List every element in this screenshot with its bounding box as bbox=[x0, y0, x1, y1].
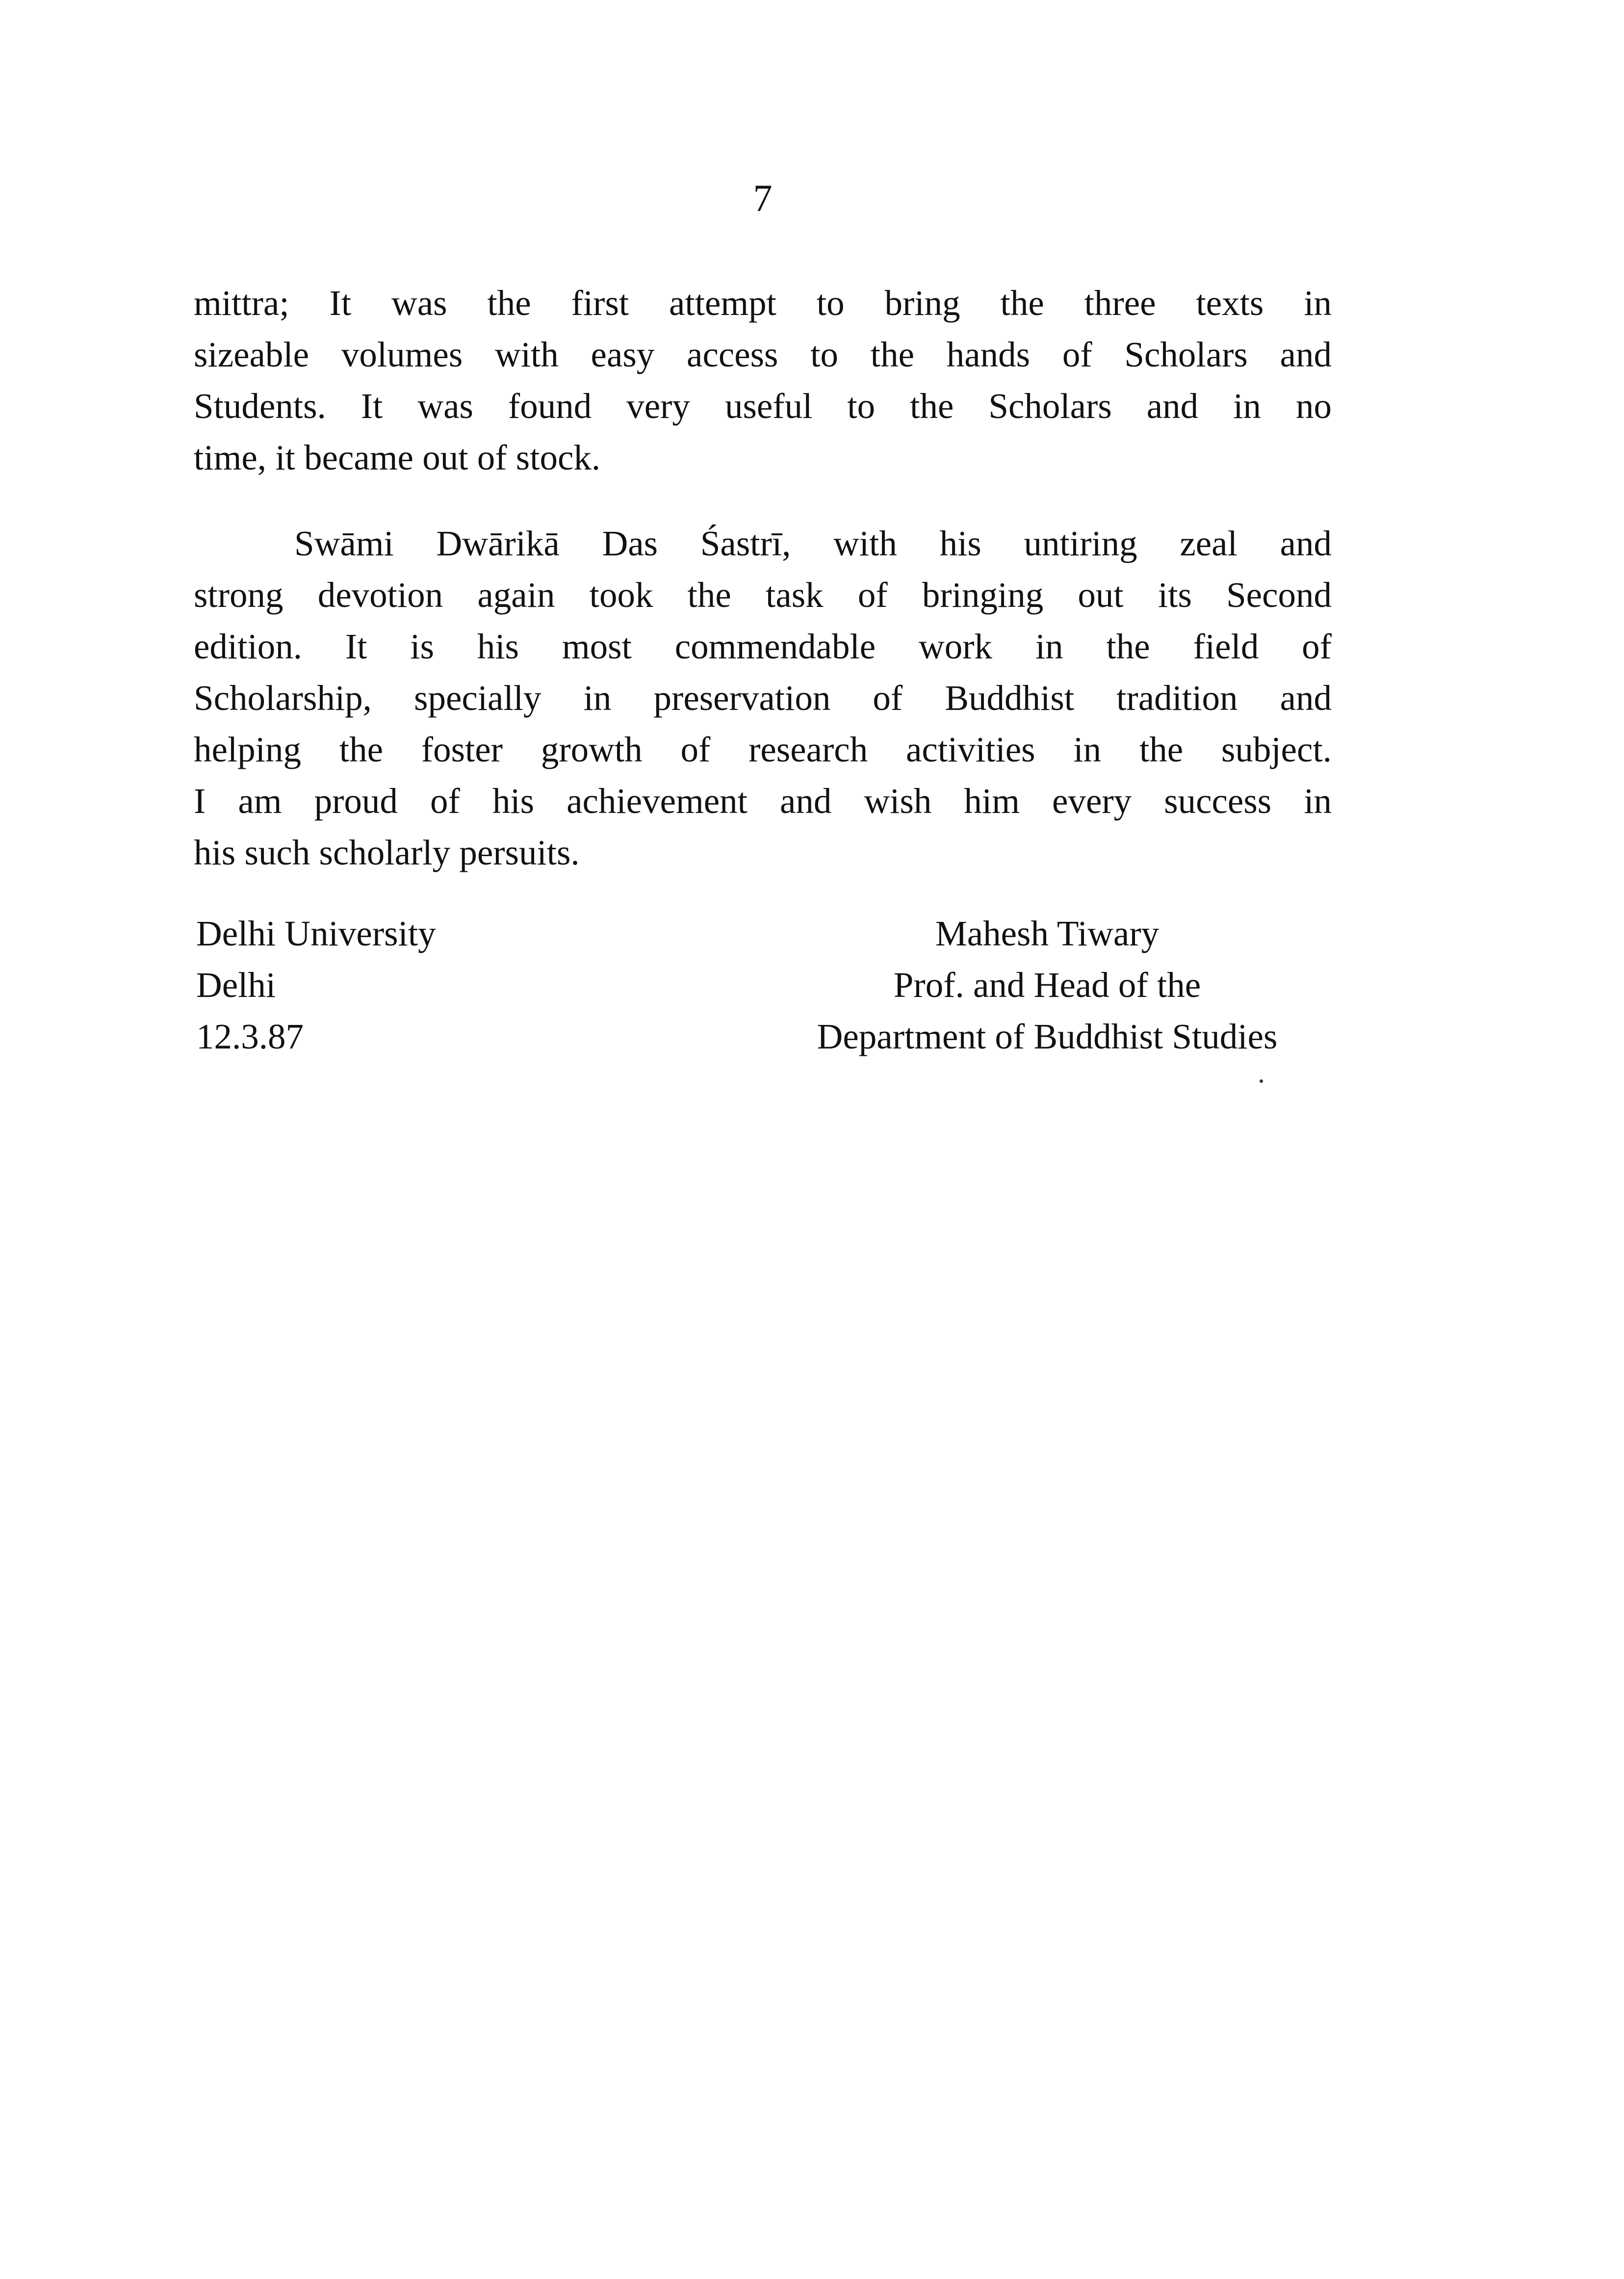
signature-author bbox=[755, 908, 1339, 1062]
paragraph-line: time, it became out of stock. bbox=[194, 438, 601, 477]
signature-place-date bbox=[196, 908, 436, 1062]
paragraph-line: mittra; It was the first attempt to bring the three texts in bbox=[194, 283, 1332, 323]
author-title-line-1: Prof. and Head of the bbox=[893, 965, 1201, 1005]
paragraph-line: his such scholarly persuits. bbox=[194, 833, 580, 872]
paragraph-line: sizeable volumes with easy access to the hands of Scholars and bbox=[194, 335, 1332, 374]
author-name: Mahesh Tiwary bbox=[935, 914, 1160, 953]
paragraph-line: helping the foster growth of research activities in the subject. bbox=[194, 730, 1332, 769]
paragraph-line: Scholarship, specially in preservation of Buddhist tradition and bbox=[194, 678, 1332, 718]
signature-date: 12.3.87 bbox=[196, 1017, 304, 1056]
scan-speck bbox=[1260, 1079, 1263, 1083]
place-institution: Delhi University bbox=[196, 914, 436, 953]
author-title-line-2: Department of Buddhist Studies bbox=[817, 1017, 1278, 1056]
paragraph-line: Students. It was found very useful to the Scholars and in no bbox=[194, 386, 1332, 426]
paragraph-1 bbox=[194, 277, 1332, 483]
paragraph-line: I am proud of his achievement and wish him every success in bbox=[194, 781, 1332, 821]
paragraph-line: Swāmi Dwārikā Das Śastrī, with his untiring zeal and bbox=[294, 524, 1332, 563]
paragraph-line: edition. It is his most commendable work in the field of bbox=[194, 627, 1332, 666]
place-city: Delhi bbox=[196, 965, 276, 1005]
paragraph-line: strong devotion again took the task of bringing out its Second bbox=[194, 575, 1332, 615]
paragraph-2 bbox=[194, 518, 1332, 878]
page-number: 7 bbox=[753, 177, 773, 219]
